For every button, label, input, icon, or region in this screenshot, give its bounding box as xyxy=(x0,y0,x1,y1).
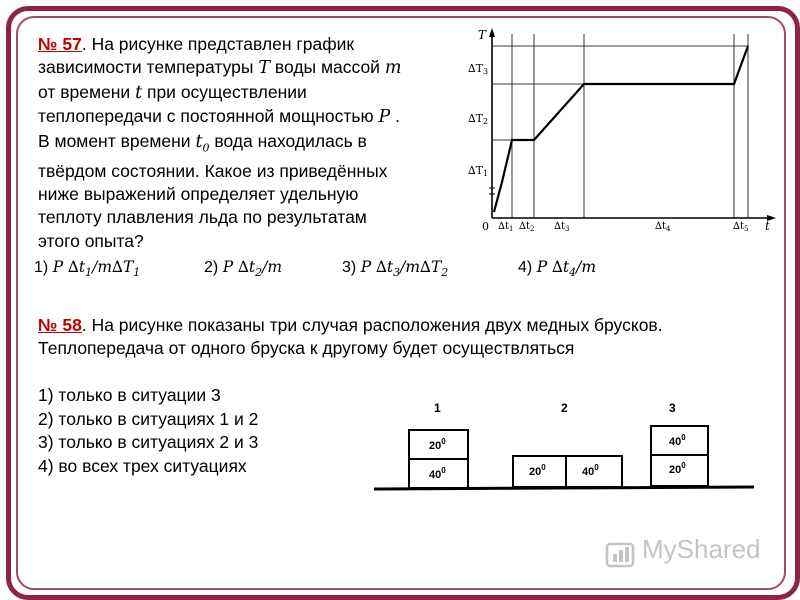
problem-57-number: № 57 xyxy=(38,34,82,54)
svg-text:400: $40^0$ xyxy=(582,463,599,478)
answer-58-2: 2) только в ситуациях 1 и 2 xyxy=(38,408,259,429)
watermark-text: MyShared xyxy=(642,534,761,564)
answer-option-2: 2) P $\Delta t_2/m$ xyxy=(204,258,283,280)
temperature-curve xyxy=(494,46,748,212)
svg-text:400: $40^0$ xyxy=(429,466,446,481)
answer-58-3: 3) только в ситуациях 2 и 3 xyxy=(38,432,259,452)
answer-option-4: 4) P $\Delta t_4/m$ xyxy=(518,258,597,280)
situation-label-3: 3 xyxy=(669,401,676,415)
y-tick-dT3: ∆T3 xyxy=(468,62,489,76)
x-tick-dt1: $\Delta t_1$ xyxy=(498,221,514,233)
answer-option-1: 1) P $\Delta t_1/m\Delta T_1$ xyxy=(34,258,141,280)
y-axis-label: T xyxy=(478,28,487,42)
x-axis-label: t xyxy=(765,219,770,233)
answer-58-4: 4) во всех трех ситуациях xyxy=(38,455,247,476)
answer-option-3: 3) P $\Delta t_3/m\Delta T_2$ xyxy=(342,258,449,280)
svg-text:200: $20^0$ xyxy=(529,463,546,478)
answer-58-1: 1) только в ситуации 3 xyxy=(38,385,221,405)
x-tick-dt3: $\Delta t_3$ xyxy=(554,221,570,233)
svg-text:400: $40^0$ xyxy=(669,433,686,448)
problem-58-answers xyxy=(38,384,258,478)
problem-58-text: № 58. На рисунке показаны три случая расположения двух медных брусков. Теплопередача от одного бруска к другому будет осуществляться xyxy=(38,315,663,359)
x-tick-dt5: $\Delta t_5$ xyxy=(733,221,749,233)
table-surface-line xyxy=(374,487,754,489)
myshared-logo-icon xyxy=(605,540,639,570)
problem-57-text: № 57. На рисунке представлен график зависимости температуры T воды массой m от времени t при осуществлении теплопередачи с постоянной мощностью P . В момент времени $t_0$ вода находилась в твёрдом состоянии. Какое из приведённых ниже выражений определяет удельную теплоту плавления льда по результатам этого опыта? xyxy=(38,34,402,251)
problem-58-number: № 58 xyxy=(38,315,82,335)
situation-label-2: 2 xyxy=(561,401,568,415)
svg-text:200: $20^0$ xyxy=(429,437,446,452)
situation-label-1: 1 xyxy=(434,401,441,415)
origin-label: 0 xyxy=(482,220,489,233)
y-tick-dT1: ∆T1 xyxy=(468,164,489,178)
x-tick-dt4: $\Delta t_4$ xyxy=(655,221,671,233)
temperature-time-graph xyxy=(462,22,780,240)
y-tick-dT2: ∆T2 xyxy=(468,112,489,126)
svg-text:200: $20^0$ xyxy=(669,461,686,476)
copper-blocks-diagram xyxy=(370,392,760,498)
x-tick-dt2: $\Delta t_2$ xyxy=(519,221,535,233)
